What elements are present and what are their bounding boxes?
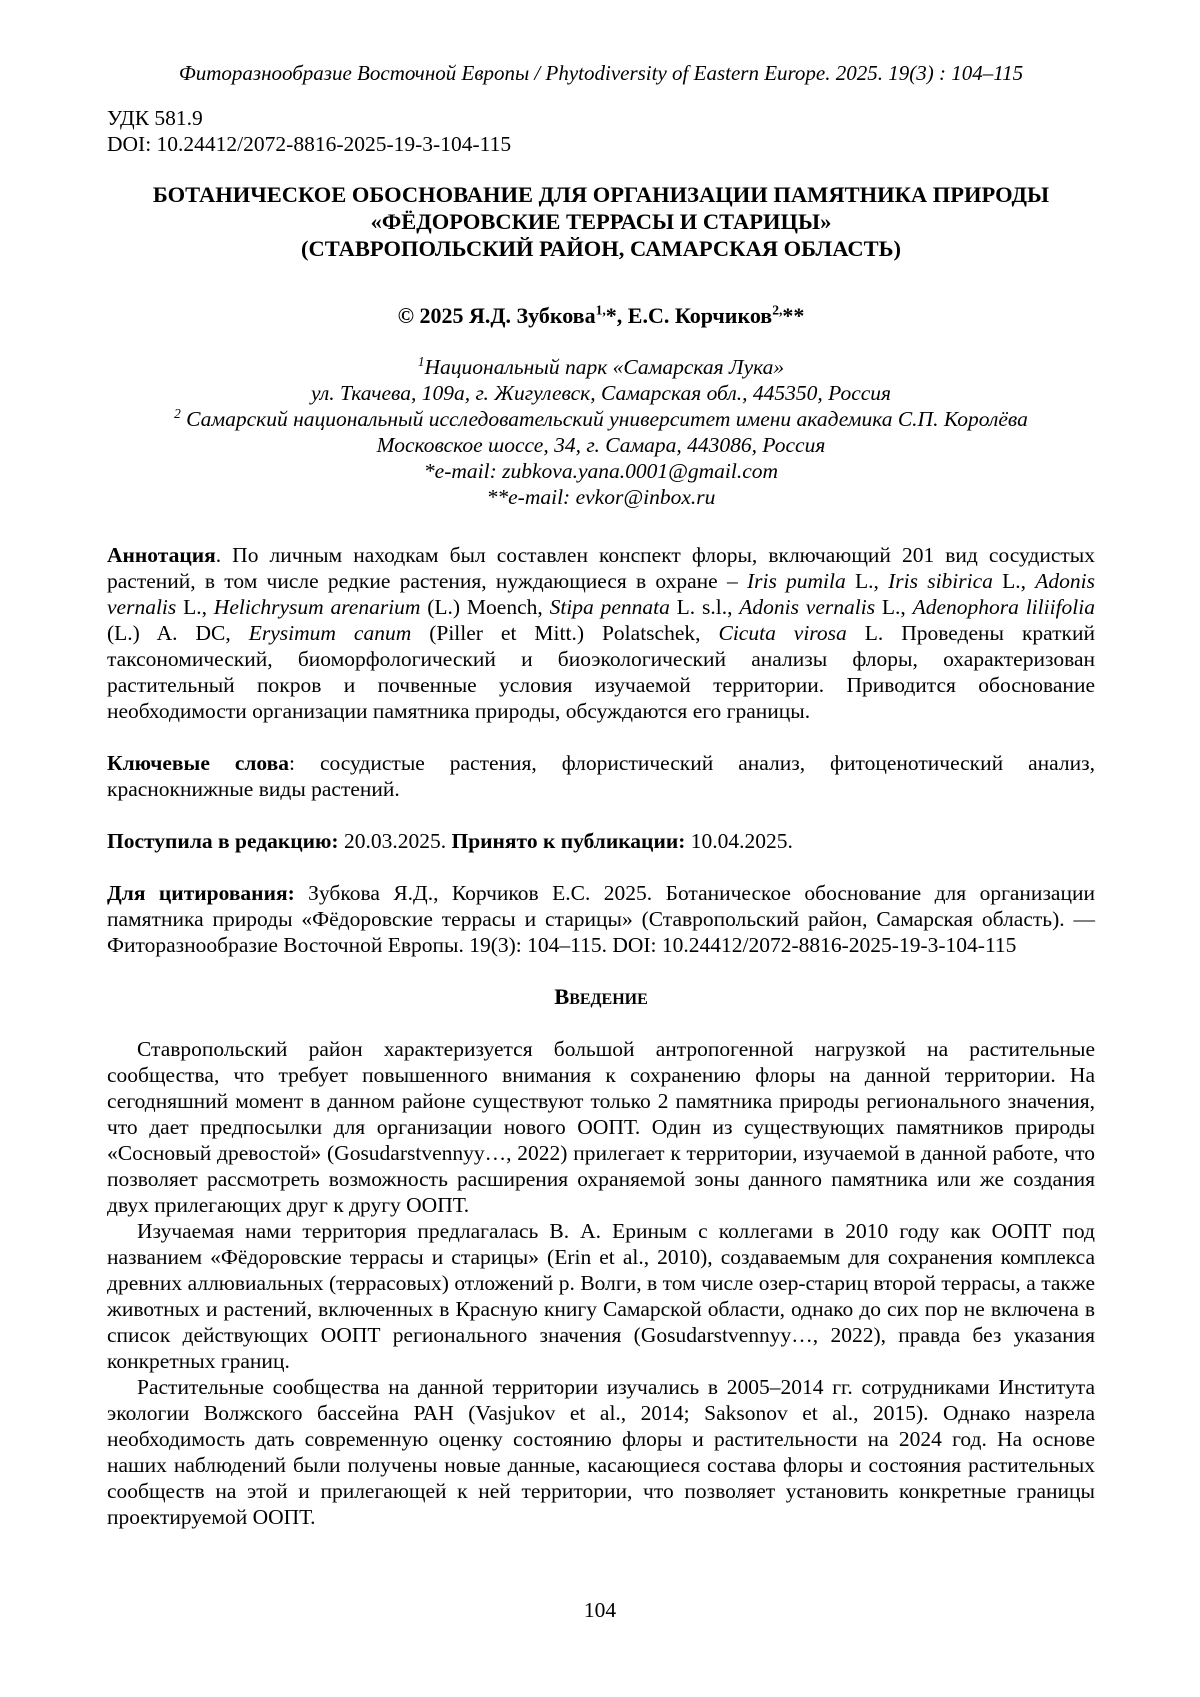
body-paragraph: Ставропольский район характеризуется большой антропогенной нагрузкой на растительные сообщества, что требует повышенного внимания к сохранению флоры на данной территории. На сегодняшний момент в данном районе существуют только 2 памятника природы регионального значения, что дает предпосылки для организации нового ООПТ. Один из существующих памятников природы «Сосновый древостой» (Gosudarstvennyy…, 2022) прилегает к территории, изучаемой в данной работе, что позволяет рассмотреть возможность расширения охраняемой зоны данного памятника или же создания двух прилегающих друг к другу ООПТ. <box>107 1037 1095 1217</box>
affiliation-line: $^2$ Самарский национальный исследовательский университет имени академика С.П. Королёва <box>174 405 1028 431</box>
article-title-line: БОТАНИЧЕСКОЕ ОБОСНОВАНИЕ ДЛЯ ОРГАНИЗАЦИИ ПАМЯТНИКА ПРИРОДЫ <box>152 182 1050 207</box>
affiliation-email-line: *e-mail: zubkova.yana.0001@gmail.com <box>423 459 779 483</box>
keywords-paragraph: Ключевые слова: сосудистые растения, флористический анализ, фитоценотический анализ, краснокнижные виды растений. <box>107 751 1095 801</box>
page-number: 104 <box>583 1598 617 1622</box>
udk-line: УДК 581.9 <box>107 106 203 130</box>
affiliation-line: Московское шоссе, 34, г. Самара, 443086, Россия <box>376 433 826 457</box>
article-title-line: (СТАВРОПОЛЬСКИЙ РАЙОН, САМАРСКАЯ ОБЛАСТЬ) <box>301 236 901 261</box>
meta-block <box>107 105 1095 157</box>
article-title-line: «ФЁДОРОВСКИЕ ТЕРРАСЫ И СТАРИЦЫ» <box>370 209 832 234</box>
affiliations-block <box>107 354 1095 510</box>
abstract-paragraph: Аннотация. По личным находкам был составлен конспект флоры, включающий 201 вид сосудистых растений, в том числе редкие растения, нуждающиеся в охране – Iris pumila L., Iris sibirica L., Adonis vernalis L., Helichrysum arenarium (L.) Moench, Stipa pennata L. s.l., Adonis vernalis L., Adenophora liliifolia (L.) A. DC, Erysimum canum (Piller et Mitt.) Polatschek, Cicuta virosa L. Проведены краткий таксономический, биоморфологический и биоэкологический анализы флоры, охарактеризован растительный покров и почвенные условия изучаемой территории. Приводится обоснование необходимости организации памятника природы, обсуждаются его границы. <box>107 543 1095 723</box>
authors-line: © 2025 Я.Д. Зубкова$^{1,}$*, Е.С. Корчиков$^{2,}$** <box>397 302 805 328</box>
introduction-heading: Введение <box>554 984 648 1009</box>
body-paragraph: Изучаемая нами территория предлагалась В. А. Ериным с коллегами в 2010 году как ООПТ под названием «Фёдоровские террасы и старицы» (Erin et al., 2010), создаваемым для сохранения комплекса древних аллювиальных (террасовых) отложений р. Волги, в том числе озер-стариц второй террасы, а также животных и растений, включенных в Красную книгу Самарской области, однако до сих пор не включена в список действующих ООПТ регионального значения (Gosudarstvennyy…, 2022), правда без указания конкретных границ. <box>107 1219 1095 1373</box>
body-paragraph: Растительные сообщества на данной территории изучались в 2005–2014 гг. сотрудниками Института экологии Волжского бассейна РАН (Vasjukov et al., 2014; Saksonov et al., 2015). Однако назрела необходимость дать современную оценку состоянию флоры и растительности на 2024 год. На основе наших наблюдений были получены новые данные, касающиеся состава флоры и состояния растительных сообществ на этой и прилегающей к ней территории, что позволяет установить конкретные границы проектируемой ООПТ. <box>107 1375 1095 1529</box>
doi-line: DOI: 10.24412/2072-8816-2025-19-3-104-115 <box>107 132 512 156</box>
journal-header: Фиторазнообразие Восточной Европы / Phytodiversity of Eastern Europe. 2025. 19(3) : 104–115 <box>178 61 1024 85</box>
affiliation-email-line: **e-mail: evkor@inbox.ru <box>486 485 716 509</box>
article-title <box>107 181 1095 262</box>
received-accepted-line: Поступила в редакцию: 20.03.2025. Принято к публикации: 10.04.2025. <box>107 829 793 853</box>
citation-paragraph: Для цитирования: Зубкова Я.Д., Корчиков Е.С. 2025. Ботаническое обоснование для организации памятника природы «Фёдоровские террасы и старицы» (Ставропольский район, Самарская область). — Фиторазнообразие Восточной Европы. 19(3): 104–115. DOI: 10.24412/2072-8816-2025-19-3-104-115 <box>107 881 1095 957</box>
affiliation-line: $^1$Национальный парк «Самарская Лука» <box>417 353 785 379</box>
introduction-body <box>107 1036 1095 1530</box>
affiliation-line: ул. Ткачева, 109а, г. Жигулевск, Самарская обл., 445350, Россия <box>310 381 892 405</box>
